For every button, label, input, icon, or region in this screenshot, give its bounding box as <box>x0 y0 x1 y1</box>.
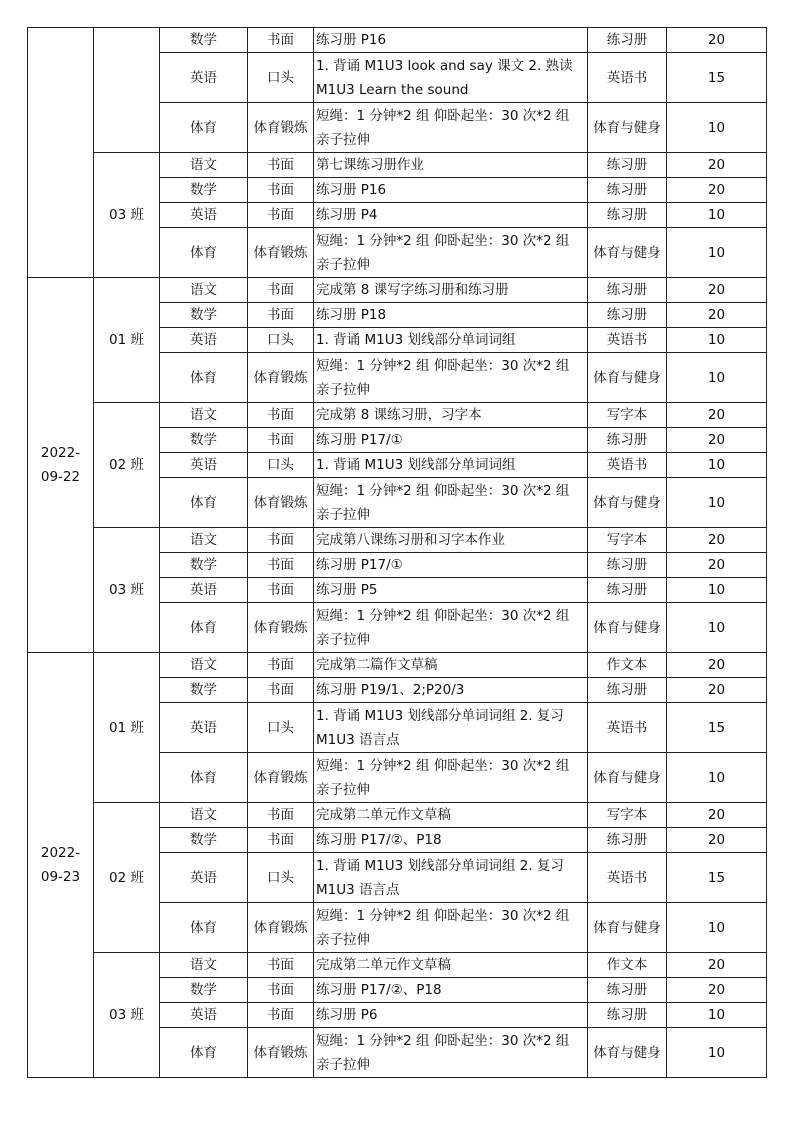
type-cell: 口头 <box>248 53 314 103</box>
content-cell: 短绳：1 分钟*2 组 仰卧起坐：30 次*2 组 亲子拉伸 <box>314 1028 588 1078</box>
type-cell: 书面 <box>248 828 314 853</box>
type-cell: 书面 <box>248 678 314 703</box>
type-cell: 口头 <box>248 328 314 353</box>
subject-cell: 语文 <box>160 403 248 428</box>
type-cell: 体育锻炼 <box>248 228 314 278</box>
minutes-cell: 10 <box>667 1028 767 1078</box>
table-row <box>28 653 767 678</box>
content-cell: 练习册 P6 <box>314 1003 588 1028</box>
subject-cell: 体育 <box>160 228 248 278</box>
type-cell: 书面 <box>248 1003 314 1028</box>
subject-cell: 英语 <box>160 578 248 603</box>
material-cell: 英语书 <box>588 453 667 478</box>
type-cell: 书面 <box>248 278 314 303</box>
material-cell: 体育与健身 <box>588 1028 667 1078</box>
content-cell: 练习册 P16 <box>314 28 588 53</box>
material-cell: 练习册 <box>588 428 667 453</box>
type-cell: 体育锻炼 <box>248 1028 314 1078</box>
date-cell: 2022-09-23 <box>28 653 94 1078</box>
material-cell: 练习册 <box>588 153 667 178</box>
type-cell: 书面 <box>248 153 314 178</box>
subject-cell: 数学 <box>160 28 248 53</box>
content-cell: 完成第二单元作文草稿 <box>314 803 588 828</box>
type-cell: 书面 <box>248 528 314 553</box>
content-cell: 完成第 8 课练习册，习字本 <box>314 403 588 428</box>
material-cell: 练习册 <box>588 203 667 228</box>
material-cell: 英语书 <box>588 328 667 353</box>
content-cell: 1. 背诵 M1U3 划线部分单词词组 <box>314 453 588 478</box>
subject-cell: 英语 <box>160 453 248 478</box>
subject-cell: 体育 <box>160 1028 248 1078</box>
subject-cell: 体育 <box>160 903 248 953</box>
date-cell <box>28 28 94 278</box>
content-cell: 1. 背诵 M1U3 划线部分单词词组 2. 复习 M1U3 语言点 <box>314 853 588 903</box>
class-cell: 03 班 <box>94 953 160 1078</box>
content-cell: 练习册 P5 <box>314 578 588 603</box>
content-cell: 短绳：1 分钟*2 组 仰卧起坐：30 次*2 组 亲子拉伸 <box>314 903 588 953</box>
minutes-cell: 20 <box>667 28 767 53</box>
subject-cell: 数学 <box>160 828 248 853</box>
type-cell: 书面 <box>248 428 314 453</box>
minutes-cell: 20 <box>667 278 767 303</box>
type-cell: 体育锻炼 <box>248 103 314 153</box>
subject-cell: 语文 <box>160 653 248 678</box>
material-cell: 英语书 <box>588 703 667 753</box>
minutes-cell: 10 <box>667 753 767 803</box>
minutes-cell: 20 <box>667 553 767 578</box>
subject-cell: 英语 <box>160 53 248 103</box>
class-cell: 02 班 <box>94 803 160 953</box>
material-cell: 练习册 <box>588 578 667 603</box>
content-cell: 短绳：1 分钟*2 组 仰卧起坐：30 次*2 组 亲子拉伸 <box>314 478 588 528</box>
minutes-cell: 20 <box>667 653 767 678</box>
class-cell: 02 班 <box>94 403 160 528</box>
minutes-cell: 20 <box>667 178 767 203</box>
minutes-cell: 10 <box>667 603 767 653</box>
homework-table <box>27 27 767 1078</box>
material-cell: 练习册 <box>588 278 667 303</box>
subject-cell: 数学 <box>160 178 248 203</box>
material-cell: 体育与健身 <box>588 353 667 403</box>
content-cell: 完成第二单元作文草稿 <box>314 953 588 978</box>
content-cell: 练习册 P18 <box>314 303 588 328</box>
content-cell: 短绳：1 分钟*2 组 仰卧起坐：30 次*2 组 亲子拉伸 <box>314 228 588 278</box>
content-cell: 练习册 P4 <box>314 203 588 228</box>
material-cell: 英语书 <box>588 853 667 903</box>
material-cell: 体育与健身 <box>588 228 667 278</box>
content-cell: 完成第二篇作文草稿 <box>314 653 588 678</box>
subject-cell: 数学 <box>160 428 248 453</box>
type-cell: 书面 <box>248 403 314 428</box>
subject-cell: 英语 <box>160 1003 248 1028</box>
table-row <box>28 803 767 828</box>
type-cell: 书面 <box>248 28 314 53</box>
type-cell: 体育锻炼 <box>248 903 314 953</box>
subject-cell: 数学 <box>160 978 248 1003</box>
table-row <box>28 153 767 178</box>
table-row <box>28 953 767 978</box>
minutes-cell: 10 <box>667 203 767 228</box>
material-cell: 体育与健身 <box>588 103 667 153</box>
subject-cell: 语文 <box>160 528 248 553</box>
content-cell: 1. 背诵 M1U3 look and say 课文 2. 熟读 M1U3 Learn the sound <box>314 53 588 103</box>
content-cell: 练习册 P17/① <box>314 553 588 578</box>
minutes-cell: 10 <box>667 228 767 278</box>
content-cell: 1. 背诵 M1U3 划线部分单词词组 2. 复习 M1U3 语言点 <box>314 703 588 753</box>
subject-cell: 数学 <box>160 678 248 703</box>
class-cell: 03 班 <box>94 528 160 653</box>
minutes-cell: 20 <box>667 153 767 178</box>
subject-cell: 体育 <box>160 353 248 403</box>
type-cell: 书面 <box>248 303 314 328</box>
material-cell: 练习册 <box>588 678 667 703</box>
material-cell: 写字本 <box>588 803 667 828</box>
content-cell: 1. 背诵 M1U3 划线部分单词词组 <box>314 328 588 353</box>
material-cell: 体育与健身 <box>588 478 667 528</box>
type-cell: 体育锻炼 <box>248 353 314 403</box>
type-cell: 书面 <box>248 978 314 1003</box>
content-cell: 练习册 P17/②、P18 <box>314 828 588 853</box>
minutes-cell: 20 <box>667 403 767 428</box>
type-cell: 书面 <box>248 803 314 828</box>
minutes-cell: 10 <box>667 328 767 353</box>
subject-cell: 体育 <box>160 603 248 653</box>
material-cell: 作文本 <box>588 953 667 978</box>
minutes-cell: 10 <box>667 478 767 528</box>
content-cell: 短绳：1 分钟*2 组 仰卧起坐：30 次*2 组 亲子拉伸 <box>314 753 588 803</box>
subject-cell: 英语 <box>160 203 248 228</box>
material-cell: 体育与健身 <box>588 753 667 803</box>
subject-cell: 英语 <box>160 328 248 353</box>
subject-cell: 体育 <box>160 753 248 803</box>
type-cell: 书面 <box>248 653 314 678</box>
content-cell: 练习册 P16 <box>314 178 588 203</box>
class-cell: 03 班 <box>94 153 160 278</box>
type-cell: 书面 <box>248 178 314 203</box>
material-cell: 练习册 <box>588 178 667 203</box>
content-cell: 短绳：1 分钟*2 组 仰卧起坐：30 次*2 组 亲子拉伸 <box>314 103 588 153</box>
subject-cell: 语文 <box>160 953 248 978</box>
material-cell: 练习册 <box>588 1003 667 1028</box>
material-cell: 练习册 <box>588 303 667 328</box>
minutes-cell: 20 <box>667 678 767 703</box>
subject-cell: 英语 <box>160 853 248 903</box>
type-cell: 书面 <box>248 953 314 978</box>
minutes-cell: 20 <box>667 428 767 453</box>
subject-cell: 数学 <box>160 553 248 578</box>
material-cell: 练习册 <box>588 828 667 853</box>
minutes-cell: 15 <box>667 853 767 903</box>
minutes-cell: 10 <box>667 353 767 403</box>
content-cell: 第七课练习册作业 <box>314 153 588 178</box>
content-cell: 练习册 P17/① <box>314 428 588 453</box>
material-cell: 英语书 <box>588 53 667 103</box>
minutes-cell: 20 <box>667 953 767 978</box>
minutes-cell: 20 <box>667 803 767 828</box>
content-cell: 练习册 P19/1、2;P20/3 <box>314 678 588 703</box>
minutes-cell: 15 <box>667 53 767 103</box>
minutes-cell: 20 <box>667 828 767 853</box>
class-cell: 01 班 <box>94 653 160 803</box>
minutes-cell: 20 <box>667 978 767 1003</box>
content-cell: 短绳：1 分钟*2 组 仰卧起坐：30 次*2 组 亲子拉伸 <box>314 603 588 653</box>
material-cell: 写字本 <box>588 403 667 428</box>
minutes-cell: 20 <box>667 528 767 553</box>
type-cell: 书面 <box>248 203 314 228</box>
content-cell: 练习册 P17/②、P18 <box>314 978 588 1003</box>
table-row <box>28 278 767 303</box>
type-cell: 体育锻炼 <box>248 603 314 653</box>
minutes-cell: 10 <box>667 1003 767 1028</box>
type-cell: 口头 <box>248 453 314 478</box>
minutes-cell: 10 <box>667 903 767 953</box>
table-row <box>28 403 767 428</box>
minutes-cell: 10 <box>667 453 767 478</box>
type-cell: 书面 <box>248 553 314 578</box>
material-cell: 体育与健身 <box>588 603 667 653</box>
type-cell: 口头 <box>248 703 314 753</box>
content-cell: 完成第 8 课写字练习册和练习册 <box>314 278 588 303</box>
material-cell: 作文本 <box>588 653 667 678</box>
subject-cell: 语文 <box>160 278 248 303</box>
subject-cell: 体育 <box>160 478 248 528</box>
date-cell: 2022-09-22 <box>28 278 94 653</box>
class-cell <box>94 28 160 153</box>
subject-cell: 语文 <box>160 803 248 828</box>
subject-cell: 英语 <box>160 703 248 753</box>
table-row <box>28 28 767 53</box>
minutes-cell: 15 <box>667 703 767 753</box>
class-cell: 01 班 <box>94 278 160 403</box>
type-cell: 书面 <box>248 578 314 603</box>
content-cell: 短绳：1 分钟*2 组 仰卧起坐：30 次*2 组 亲子拉伸 <box>314 353 588 403</box>
table-row <box>28 528 767 553</box>
minutes-cell: 20 <box>667 303 767 328</box>
material-cell: 练习册 <box>588 978 667 1003</box>
material-cell: 体育与健身 <box>588 903 667 953</box>
material-cell: 练习册 <box>588 28 667 53</box>
subject-cell: 语文 <box>160 153 248 178</box>
type-cell: 口头 <box>248 853 314 903</box>
type-cell: 体育锻炼 <box>248 753 314 803</box>
subject-cell: 体育 <box>160 103 248 153</box>
subject-cell: 数学 <box>160 303 248 328</box>
material-cell: 练习册 <box>588 553 667 578</box>
content-cell: 完成第八课练习册和习字本作业 <box>314 528 588 553</box>
type-cell: 体育锻炼 <box>248 478 314 528</box>
material-cell: 写字本 <box>588 528 667 553</box>
minutes-cell: 10 <box>667 103 767 153</box>
minutes-cell: 10 <box>667 578 767 603</box>
